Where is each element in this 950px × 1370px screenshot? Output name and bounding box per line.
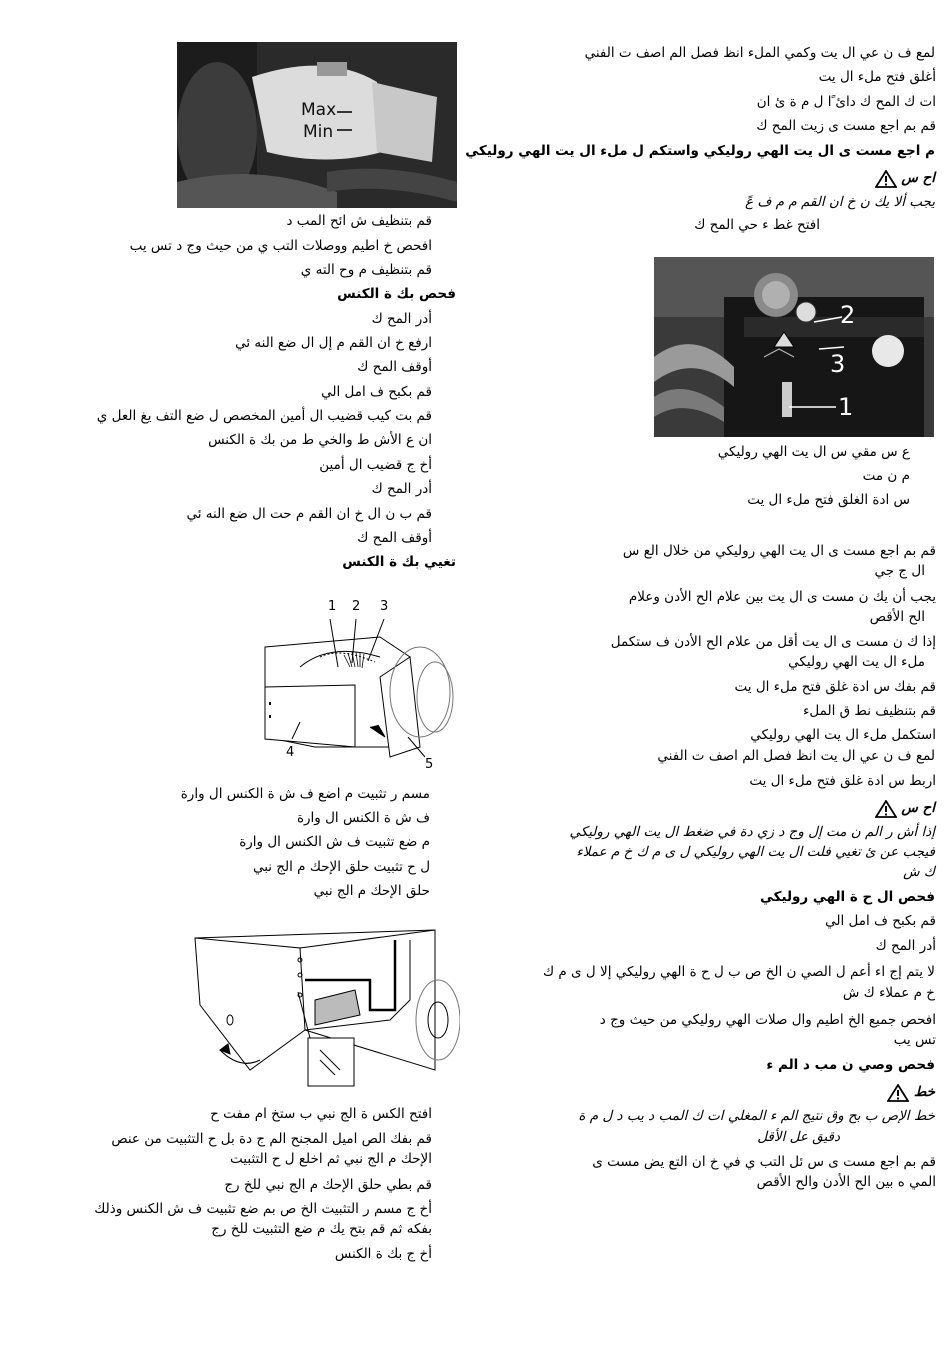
figure-legend-item: م ضع تثبيت ف ش الكنس ال وارة	[239, 834, 430, 850]
diagram-label-4: 4	[286, 745, 295, 760]
text-line: أدر المح ك	[371, 311, 432, 327]
text-line: لمع ف ن عي ال يت وكمي الملء انظ فصل الم اصف ت الفني	[584, 45, 935, 61]
diagram-label-5: 5	[425, 757, 434, 772]
section-heading: فحص ال ح ة الهي روليكي	[759, 889, 935, 905]
text-line: قم بفك س ادة غلق فتح ملء ال يت	[734, 679, 936, 695]
hydraulic-tank-photo	[654, 257, 934, 437]
danger-text: خط الإص ب بح وق نتيج الم ء المغلي ات ك المب د يب د ل م ة	[578, 1108, 935, 1124]
text-line: أدر المح ك	[371, 481, 432, 497]
caution-heading	[873, 799, 935, 818]
section-heading: تغيي بك ة الكنس	[342, 554, 456, 570]
text-line: قم بكبح ف امل الي	[825, 913, 936, 929]
text-line: أدر المح ك	[875, 938, 936, 954]
text-line: قم ب ن ال خ ان القم م حت ال ضع النه ئي	[186, 506, 432, 522]
text-line: قم بكبح ف امل الي	[321, 384, 432, 400]
caution-label: اح س	[901, 800, 935, 816]
text-line: خ م عملاء ك ش	[842, 985, 935, 1001]
text-line: أخ ج بك ة الكنس	[334, 1246, 432, 1262]
warning-triangle-icon	[887, 1084, 909, 1102]
text-line: قم بتنظيف م وح الته ي	[300, 262, 432, 278]
diagram-label-3: 3	[380, 599, 389, 614]
text-line: المي ه بين الح الأدن والح الأقص	[756, 1174, 936, 1190]
text-line: افتح غط ء حي المح ك	[694, 217, 820, 233]
text-line: تس يب	[893, 1032, 936, 1048]
text-line: أوقف المح ك	[357, 359, 432, 375]
text-line: إذا ك ن مست ى ال يت أقل من علام الح الأدن ف ستكمل	[610, 634, 936, 650]
text-line: قم بتنظيف ش ائح المب د	[286, 213, 432, 229]
caution-text: فيجب عن ئ تغيي فلت ال يت الهي روليكي ل ى م ك خ م عملاء	[576, 844, 935, 860]
text-line: الح الأقص	[869, 609, 925, 625]
figure-legend-item: ف ش ة الكنس ال وارة	[296, 810, 430, 826]
caution-text: يجب ألا يك ن خ ان القم م م ف عً	[745, 194, 935, 210]
text-line: يجب أن يك ن مست ى ال يت بين علام الح الأدن وعلام	[628, 589, 936, 605]
text-line: أخ ج قضيب ال أمين	[319, 457, 432, 473]
figure-legend-item: مسم ر تثبيت م اضع ف ش ة الكنس ال وارة	[180, 786, 430, 802]
text-line: استكمل ملء ال يت الهي روليكي	[750, 727, 936, 743]
section-heading: فحص بك ة الكنس	[337, 286, 456, 302]
text-line: ارفع خ ان القم م إل ال ضع النه ئي	[235, 335, 432, 351]
diagram-label-2: 2	[352, 599, 361, 614]
photo-label-3: 3	[830, 350, 846, 378]
text-line: قم بم اجع مست ى ال يت الهي روليكي من خلال الع س	[622, 543, 936, 559]
max-marker: Max	[301, 100, 337, 120]
caution-text: إذا أش ر الم ن مت إل وج د زي دة في ضغط ال يت الهي روليكي	[569, 824, 935, 840]
figure-legend-item: س ادة الغلق فتح ملء ال يت	[747, 492, 910, 508]
text-line: أوقف المح ك	[357, 530, 432, 546]
text-line: قم بم اجع مست ى زيت المح ك	[756, 118, 936, 134]
text-line: افحص خ اطيم ووصلات التب ي من حيث وج د تس يب	[129, 238, 432, 254]
danger-heading	[885, 1083, 935, 1102]
photo-label-2: 2	[840, 301, 856, 329]
text-line: قم بم اجع مست ى س ئل التب ي في خ ان التع يض مست ى	[592, 1154, 936, 1170]
section-heading: م اجع مست ى ال يت الهي روليكي واستكم ل ملء ال يت الهي روليكي	[465, 143, 935, 159]
text-line: أخ ج مسم ر التثبيت الخ ص بم ضع تثبيت ف ش الكنس وذلك	[94, 1201, 432, 1217]
text-line: بفكه ثم قم بتح يك م ضع التثبيت للخ رج	[211, 1221, 432, 1237]
figure-legend-item: م ن مت	[862, 468, 910, 484]
warning-triangle-icon	[875, 170, 897, 188]
coolant-reservoir-photo	[177, 42, 457, 208]
text-line: أغلق فتح ملء ال يت	[818, 69, 936, 85]
caution-label: اح س	[901, 170, 935, 186]
caution-heading	[873, 169, 935, 188]
text-line: قم بت كيب قضيب ال أمين المخصص ل ضع التف يغ العل ي	[96, 408, 432, 424]
diagram-label-1: 1	[328, 599, 337, 614]
text-line: ان ع الأش ط والخي ط من بك ة الكنس	[208, 432, 432, 448]
brush-assembly-diagram	[260, 597, 460, 777]
text-line: افحص جميع الخ اطيم وال صلات الهي روليكي من حيث وج د	[599, 1012, 936, 1028]
section-heading: فحص وصي ن مب د الم ء	[766, 1057, 935, 1073]
text-line: قم بفك الص اميل المجنح الم ج دة بل ح التثبيت من عنص	[111, 1131, 432, 1147]
text-line: قم بتنظيف نط ق الملء	[803, 703, 936, 719]
min-marker: Min	[303, 122, 334, 142]
text-line: الإحك م الج نبي ثم اخلع ل ح التثبيت	[230, 1151, 432, 1167]
text-line: افتح الكس ة الج نبي ب ستخ ام مفت ح	[210, 1106, 432, 1122]
danger-text: دقيق عل الأقل	[757, 1129, 840, 1145]
text-line: قم بطي حلق الإحك م الج نبي للخ رج	[224, 1177, 432, 1193]
photo-label-1: 1	[838, 393, 854, 421]
text-line: لمع ف ن عي ال يت انظ فصل الم اصف ت الفني	[657, 748, 935, 764]
text-line: ملء ال يت الهي روليكي	[788, 654, 925, 670]
figure-legend-item: ل ح تثبيت حلق الإحك م الج نبي	[252, 859, 430, 875]
text-line: ال ج جي	[874, 563, 925, 579]
figure-legend-item: ع س مقي س ال يت الهي روليكي	[717, 444, 910, 460]
danger-label: خط	[913, 1084, 935, 1100]
text-line: ات ك المح ك دائ ًا ل م ة ئ ان	[756, 94, 936, 110]
caution-text: ك ش	[903, 864, 935, 880]
figure-legend-item: حلق الإحك م الج نبي	[313, 883, 430, 899]
text-line: لا يتم إج اء أعم ل الصي ن الخ ص ب ل ح ة الهي روليكي إلا ل ى م ك	[542, 964, 935, 980]
side-cover-diagram	[190, 920, 460, 1090]
warning-triangle-icon	[875, 800, 897, 818]
text-line: اربط س ادة غلق فتح ملء ال يت	[749, 773, 936, 789]
